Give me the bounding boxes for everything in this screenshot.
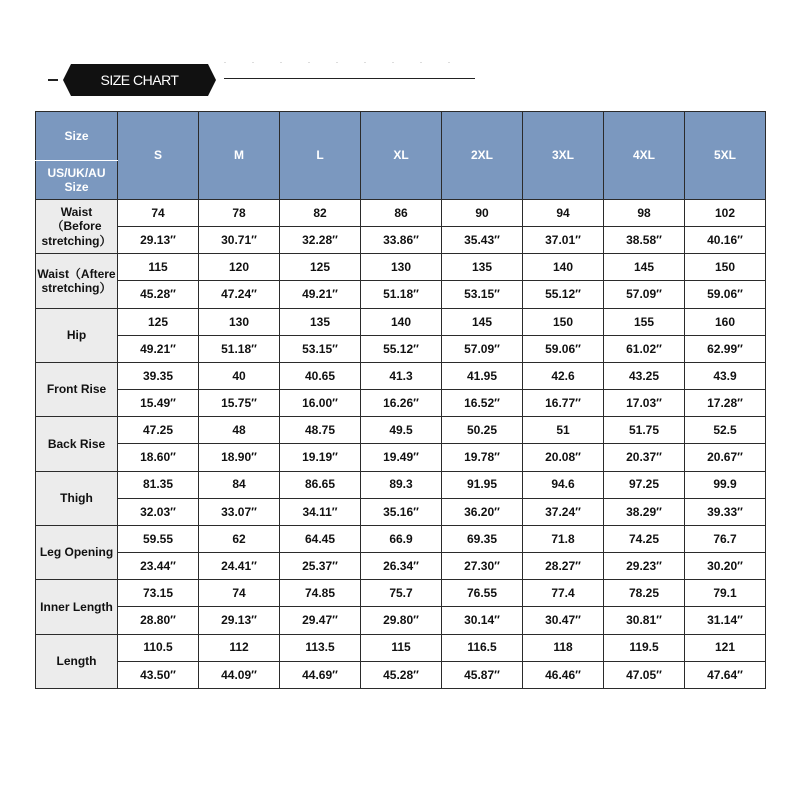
inch-value-cell: 37.24″ xyxy=(523,498,604,525)
table-row xyxy=(36,634,766,661)
cm-value-cell: 86.65 xyxy=(280,471,361,498)
cm-value-cell: 75.7 xyxy=(361,580,442,607)
cm-value-cell: 130 xyxy=(361,254,442,281)
inch-value-cell: 17.03″ xyxy=(604,390,685,417)
cm-value-cell: 64.45 xyxy=(280,525,361,552)
size-column-header: 3XL xyxy=(523,112,604,200)
cm-value-cell: 77.4 xyxy=(523,580,604,607)
cm-value-cell: 135 xyxy=(442,254,523,281)
inch-value-cell: 30.14″ xyxy=(442,607,523,634)
inch-value-cell: 47.64″ xyxy=(685,661,766,688)
inch-value-cell: 38.58″ xyxy=(604,227,685,254)
cm-value-cell: 48.75 xyxy=(280,417,361,444)
cm-value-cell: 118 xyxy=(523,634,604,661)
inch-value-cell: 20.37″ xyxy=(604,444,685,471)
measurement-label: Back Rise xyxy=(36,417,118,471)
inch-value-cell: 16.00″ xyxy=(280,390,361,417)
inch-value-cell: 29.80″ xyxy=(361,607,442,634)
cm-value-cell: 41.3 xyxy=(361,362,442,389)
region-header-cell: US/UK/AU Size xyxy=(36,161,118,200)
inch-value-cell: 33.07″ xyxy=(199,498,280,525)
cm-value-cell: 116.5 xyxy=(442,634,523,661)
inch-value-cell: 20.67″ xyxy=(685,444,766,471)
inch-value-cell: 15.49″ xyxy=(118,390,199,417)
cm-value-cell: 91.95 xyxy=(442,471,523,498)
inch-value-cell: 39.33″ xyxy=(685,498,766,525)
size-column-header: M xyxy=(199,112,280,200)
inch-value-cell: 49.21″ xyxy=(118,335,199,362)
chart-header xyxy=(0,0,800,110)
inch-value-cell: 45.28″ xyxy=(361,661,442,688)
inch-value-cell: 38.29″ xyxy=(604,498,685,525)
size-column-header: L xyxy=(280,112,361,200)
inch-value-cell: 29.13″ xyxy=(199,607,280,634)
inch-value-cell: 16.77″ xyxy=(523,390,604,417)
inch-value-cell: 45.28″ xyxy=(118,281,199,308)
inch-value-cell: 59.06″ xyxy=(523,335,604,362)
table-row xyxy=(36,417,766,444)
cm-value-cell: 39.35 xyxy=(118,362,199,389)
inch-value-cell: 25.37″ xyxy=(280,553,361,580)
cm-value-cell: 150 xyxy=(685,254,766,281)
cm-value-cell: 50.25 xyxy=(442,417,523,444)
table-row xyxy=(36,281,766,308)
inch-value-cell: 55.12″ xyxy=(361,335,442,362)
inch-value-cell: 23.44″ xyxy=(118,553,199,580)
cm-value-cell: 76.55 xyxy=(442,580,523,607)
inch-value-cell: 33.86″ xyxy=(361,227,442,254)
inch-value-cell: 44.69″ xyxy=(280,661,361,688)
cm-value-cell: 145 xyxy=(604,254,685,281)
cm-value-cell: 76.7 xyxy=(685,525,766,552)
cm-value-cell: 47.25 xyxy=(118,417,199,444)
cm-value-cell: 49.5 xyxy=(361,417,442,444)
cm-value-cell: 73.15 xyxy=(118,580,199,607)
cm-value-cell: 119.5 xyxy=(604,634,685,661)
cm-value-cell: 66.9 xyxy=(361,525,442,552)
cm-value-cell: 74 xyxy=(199,580,280,607)
cm-value-cell: 90 xyxy=(442,200,523,227)
inch-value-cell: 28.80″ xyxy=(118,607,199,634)
cm-value-cell: 135 xyxy=(280,308,361,335)
inch-value-cell: 46.46″ xyxy=(523,661,604,688)
cm-value-cell: 115 xyxy=(361,634,442,661)
cm-value-cell: 40 xyxy=(199,362,280,389)
banner-notch-left xyxy=(63,64,71,96)
cm-value-cell: 97.25 xyxy=(604,471,685,498)
inch-value-cell: 26.34″ xyxy=(361,553,442,580)
inch-value-cell: 19.78″ xyxy=(442,444,523,471)
cm-value-cell: 84 xyxy=(199,471,280,498)
measurement-label: Hip xyxy=(36,308,118,362)
cm-value-cell: 42.6 xyxy=(523,362,604,389)
inch-value-cell: 36.20″ xyxy=(442,498,523,525)
inch-value-cell: 30.20″ xyxy=(685,553,766,580)
inch-value-cell: 59.06″ xyxy=(685,281,766,308)
size-header-cell: Size xyxy=(36,112,118,161)
measurement-label: Front Rise xyxy=(36,362,118,416)
table-row xyxy=(36,607,766,634)
cm-value-cell: 140 xyxy=(361,308,442,335)
measurement-label: Length xyxy=(36,634,118,689)
cm-value-cell: 69.35 xyxy=(442,525,523,552)
table-row xyxy=(36,362,766,389)
inch-value-cell: 32.03″ xyxy=(118,498,199,525)
cm-value-cell: 52.5 xyxy=(685,417,766,444)
measurement-label: Waist（Before stretching） xyxy=(36,200,118,254)
table-row xyxy=(36,580,766,607)
inch-value-cell: 31.14″ xyxy=(685,607,766,634)
inch-value-cell: 49.21″ xyxy=(280,281,361,308)
cm-value-cell: 48 xyxy=(199,417,280,444)
cm-value-cell: 98 xyxy=(604,200,685,227)
inch-value-cell: 29.23″ xyxy=(604,553,685,580)
cm-value-cell: 125 xyxy=(118,308,199,335)
inch-value-cell: 20.08″ xyxy=(523,444,604,471)
cm-value-cell: 160 xyxy=(685,308,766,335)
banner-notch-right xyxy=(208,64,216,96)
inch-value-cell: 24.41″ xyxy=(199,553,280,580)
cm-value-cell: 43.25 xyxy=(604,362,685,389)
inch-value-cell: 18.60″ xyxy=(118,444,199,471)
cm-value-cell: 74.25 xyxy=(604,525,685,552)
size-chart-banner: SIZE CHART xyxy=(71,64,208,96)
cm-value-cell: 115 xyxy=(118,254,199,281)
table-row xyxy=(36,227,766,254)
inch-value-cell: 19.49″ xyxy=(361,444,442,471)
measurement-label: Thigh xyxy=(36,471,118,525)
inch-value-cell: 47.05″ xyxy=(604,661,685,688)
cm-value-cell: 94.6 xyxy=(523,471,604,498)
inch-value-cell: 53.15″ xyxy=(280,335,361,362)
inch-value-cell: 44.09″ xyxy=(199,661,280,688)
cm-value-cell: 145 xyxy=(442,308,523,335)
inch-value-cell: 30.81″ xyxy=(604,607,685,634)
inch-value-cell: 51.18″ xyxy=(199,335,280,362)
cm-value-cell: 62 xyxy=(199,525,280,552)
cm-value-cell: 112 xyxy=(199,634,280,661)
cm-value-cell: 43.9 xyxy=(685,362,766,389)
inch-value-cell: 57.09″ xyxy=(442,335,523,362)
header-dotted-line xyxy=(224,62,475,63)
inch-value-cell: 40.16″ xyxy=(685,227,766,254)
cm-value-cell: 41.95 xyxy=(442,362,523,389)
inch-value-cell: 17.28″ xyxy=(685,390,766,417)
inch-value-cell: 53.15″ xyxy=(442,281,523,308)
inch-value-cell: 32.28″ xyxy=(280,227,361,254)
inch-value-cell: 27.30″ xyxy=(442,553,523,580)
table-row xyxy=(36,390,766,417)
cm-value-cell: 86 xyxy=(361,200,442,227)
cm-value-cell: 99.9 xyxy=(685,471,766,498)
measurement-label: Waist（Aftere stretching） xyxy=(36,254,118,308)
inch-value-cell: 55.12″ xyxy=(523,281,604,308)
cm-value-cell: 150 xyxy=(523,308,604,335)
table-row xyxy=(36,335,766,362)
table-row xyxy=(36,444,766,471)
inch-value-cell: 16.52″ xyxy=(442,390,523,417)
cm-value-cell: 79.1 xyxy=(685,580,766,607)
cm-value-cell: 113.5 xyxy=(280,634,361,661)
inch-value-cell: 29.13″ xyxy=(118,227,199,254)
cm-value-cell: 78.25 xyxy=(604,580,685,607)
inch-value-cell: 61.02″ xyxy=(604,335,685,362)
inch-value-cell: 62.99″ xyxy=(685,335,766,362)
table-row xyxy=(36,661,766,688)
inch-value-cell: 51.18″ xyxy=(361,281,442,308)
cm-value-cell: 155 xyxy=(604,308,685,335)
cm-value-cell: 82 xyxy=(280,200,361,227)
cm-value-cell: 74.85 xyxy=(280,580,361,607)
inch-value-cell: 35.16″ xyxy=(361,498,442,525)
cm-value-cell: 94 xyxy=(523,200,604,227)
inch-value-cell: 15.75″ xyxy=(199,390,280,417)
table-row xyxy=(36,471,766,498)
size-column-header: 5XL xyxy=(685,112,766,200)
table-row xyxy=(36,553,766,580)
inch-value-cell: 29.47″ xyxy=(280,607,361,634)
cm-value-cell: 125 xyxy=(280,254,361,281)
size-chart-table xyxy=(35,111,766,689)
cm-value-cell: 110.5 xyxy=(118,634,199,661)
cm-value-cell: 78 xyxy=(199,200,280,227)
inch-value-cell: 18.90″ xyxy=(199,444,280,471)
cm-value-cell: 59.55 xyxy=(118,525,199,552)
cm-value-cell: 71.8 xyxy=(523,525,604,552)
table-row xyxy=(36,254,766,281)
cm-value-cell: 120 xyxy=(199,254,280,281)
inch-value-cell: 34.11″ xyxy=(280,498,361,525)
cm-value-cell: 102 xyxy=(685,200,766,227)
inch-value-cell: 57.09″ xyxy=(604,281,685,308)
table-row xyxy=(36,308,766,335)
inch-value-cell: 28.27″ xyxy=(523,553,604,580)
table-row xyxy=(36,498,766,525)
cm-value-cell: 130 xyxy=(199,308,280,335)
inch-value-cell: 35.43″ xyxy=(442,227,523,254)
measurement-label: Leg Opening xyxy=(36,525,118,579)
size-column-header: S xyxy=(118,112,199,200)
size-column-header: 2XL xyxy=(442,112,523,200)
cm-value-cell: 81.35 xyxy=(118,471,199,498)
cm-value-cell: 51 xyxy=(523,417,604,444)
inch-value-cell: 43.50″ xyxy=(118,661,199,688)
inch-value-cell: 16.26″ xyxy=(361,390,442,417)
size-column-header: 4XL xyxy=(604,112,685,200)
inch-value-cell: 45.87″ xyxy=(442,661,523,688)
cm-value-cell: 140 xyxy=(523,254,604,281)
cm-value-cell: 121 xyxy=(685,634,766,661)
table-row xyxy=(36,525,766,552)
size-column-header: XL xyxy=(361,112,442,200)
measurement-label: Inner Length xyxy=(36,580,118,634)
header-dash xyxy=(48,79,58,81)
inch-value-cell: 37.01″ xyxy=(523,227,604,254)
inch-value-cell: 30.47″ xyxy=(523,607,604,634)
inch-value-cell: 30.71″ xyxy=(199,227,280,254)
cm-value-cell: 74 xyxy=(118,200,199,227)
inch-value-cell: 47.24″ xyxy=(199,281,280,308)
header-rule xyxy=(224,78,475,79)
cm-value-cell: 89.3 xyxy=(361,471,442,498)
cm-value-cell: 51.75 xyxy=(604,417,685,444)
inch-value-cell: 19.19″ xyxy=(280,444,361,471)
table-row xyxy=(36,200,766,227)
cm-value-cell: 40.65 xyxy=(280,362,361,389)
